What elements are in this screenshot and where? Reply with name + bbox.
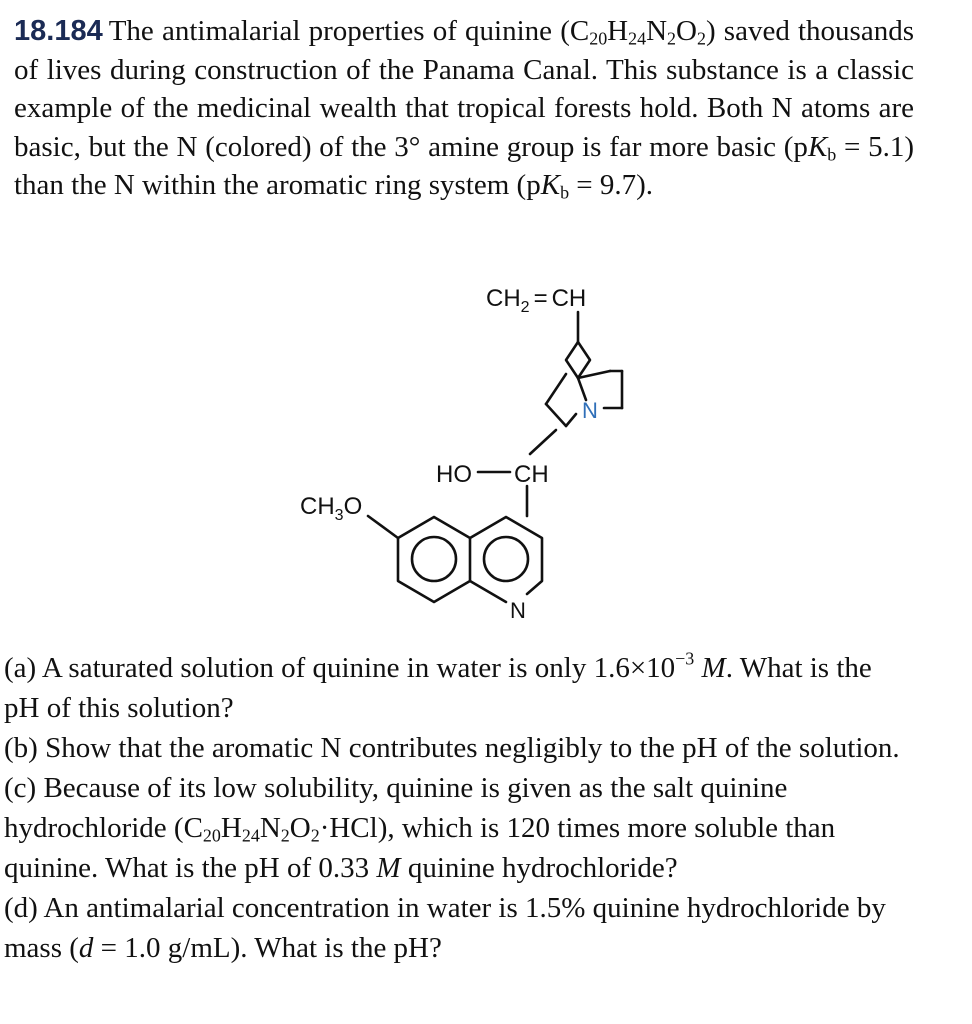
intro-text: ) saved thousands of lives during construction of the Panama Canal. This substance is a classic example of the medicinal wealth that tropical forests hold. Both N atoms are basic, but the N (colored) of the 3° amine group is far more basic (p xyxy=(14,15,914,163)
question-text: ·HCl), which is 120 times more soluble than quinine. What is the pH of 0.33 xyxy=(4,812,836,884)
question-label: (c) xyxy=(4,772,37,804)
intro-text: H xyxy=(607,15,629,47)
k-symbol: K xyxy=(807,130,828,163)
subscript: 2 xyxy=(696,28,706,49)
question-text: Because of its low solubility, quinine is given as the salt quinine hydrochloride (C xyxy=(4,772,788,844)
subscript: b xyxy=(560,182,570,203)
intro-text: = 9.7). xyxy=(569,169,654,201)
vinyl-label: $CH_2$ = CH xyxy=(486,285,587,316)
amine-n-label: N xyxy=(582,398,598,423)
question-text: . What is the pH of this solution? xyxy=(4,652,872,724)
cage-bond xyxy=(566,414,576,426)
hydroxyl-label: HO xyxy=(436,461,472,488)
question-text: N xyxy=(259,812,281,844)
quinine-structure xyxy=(0,270,972,640)
question-text: Show that the aromatic N contributes negligibly to the pH of the solution. xyxy=(45,732,900,764)
intro-text: The antimalarial properties of quinine (C xyxy=(108,15,590,47)
pyridine-ring xyxy=(470,581,506,602)
intro-text: = 5.1) than the N within the aromatic ring system (p xyxy=(14,130,915,201)
cage-bond xyxy=(578,378,586,400)
cage-bond xyxy=(546,404,566,426)
benzene-ring xyxy=(398,517,470,602)
question-c xyxy=(4,768,914,888)
problem-number: 18.184 xyxy=(14,15,103,47)
question-label: (a) xyxy=(4,652,37,684)
problem-intro xyxy=(14,12,914,205)
subscript: 2 xyxy=(310,825,320,846)
subscript: b xyxy=(827,143,837,164)
question-text: O xyxy=(289,812,311,844)
cage-top-ring xyxy=(566,342,590,378)
carbinol-label: CH xyxy=(514,461,549,488)
question-label: (b) xyxy=(4,732,38,764)
unit: M xyxy=(376,852,401,884)
question-text: An antimalarial concentration in water is 1.5% quinine hydrochloride by mass ( xyxy=(4,892,886,964)
subscript: 2 xyxy=(667,28,677,49)
question-text: quinine hydrochloride? xyxy=(400,852,678,884)
aromatic-circle xyxy=(412,537,456,581)
variable: d xyxy=(78,932,94,964)
carbinol-bond xyxy=(530,430,556,454)
pyridine-ring xyxy=(470,517,542,594)
question-a xyxy=(4,648,914,728)
aromatic-circle xyxy=(484,537,528,581)
subscript: 24 xyxy=(241,825,260,846)
subscript: 2 xyxy=(280,825,290,846)
intro-text: N xyxy=(646,15,668,47)
question-text: = 1.0 g/mL). What is the pH? xyxy=(93,932,442,964)
unit: M xyxy=(701,652,726,684)
structure-bonds xyxy=(368,312,622,602)
aromatic-n-label: N xyxy=(510,598,526,623)
subscript: 24 xyxy=(628,28,647,49)
question-label: (d) xyxy=(4,892,38,924)
question-b xyxy=(4,728,914,768)
cage-bond xyxy=(546,374,566,404)
question-text: A saturated solution of quinine in water is only 1.6×10 xyxy=(41,652,676,684)
question-text: H xyxy=(220,812,242,844)
methoxy-bond xyxy=(368,516,398,538)
questions xyxy=(4,648,914,968)
methoxy-label: $CH_3O$ xyxy=(300,493,363,524)
intro-text: O xyxy=(676,15,697,47)
question-d xyxy=(4,888,914,968)
subscript: 20 xyxy=(202,825,221,846)
k-symbol: K xyxy=(540,169,561,201)
subscript: 20 xyxy=(589,28,608,49)
exponent: −3 xyxy=(675,648,695,669)
